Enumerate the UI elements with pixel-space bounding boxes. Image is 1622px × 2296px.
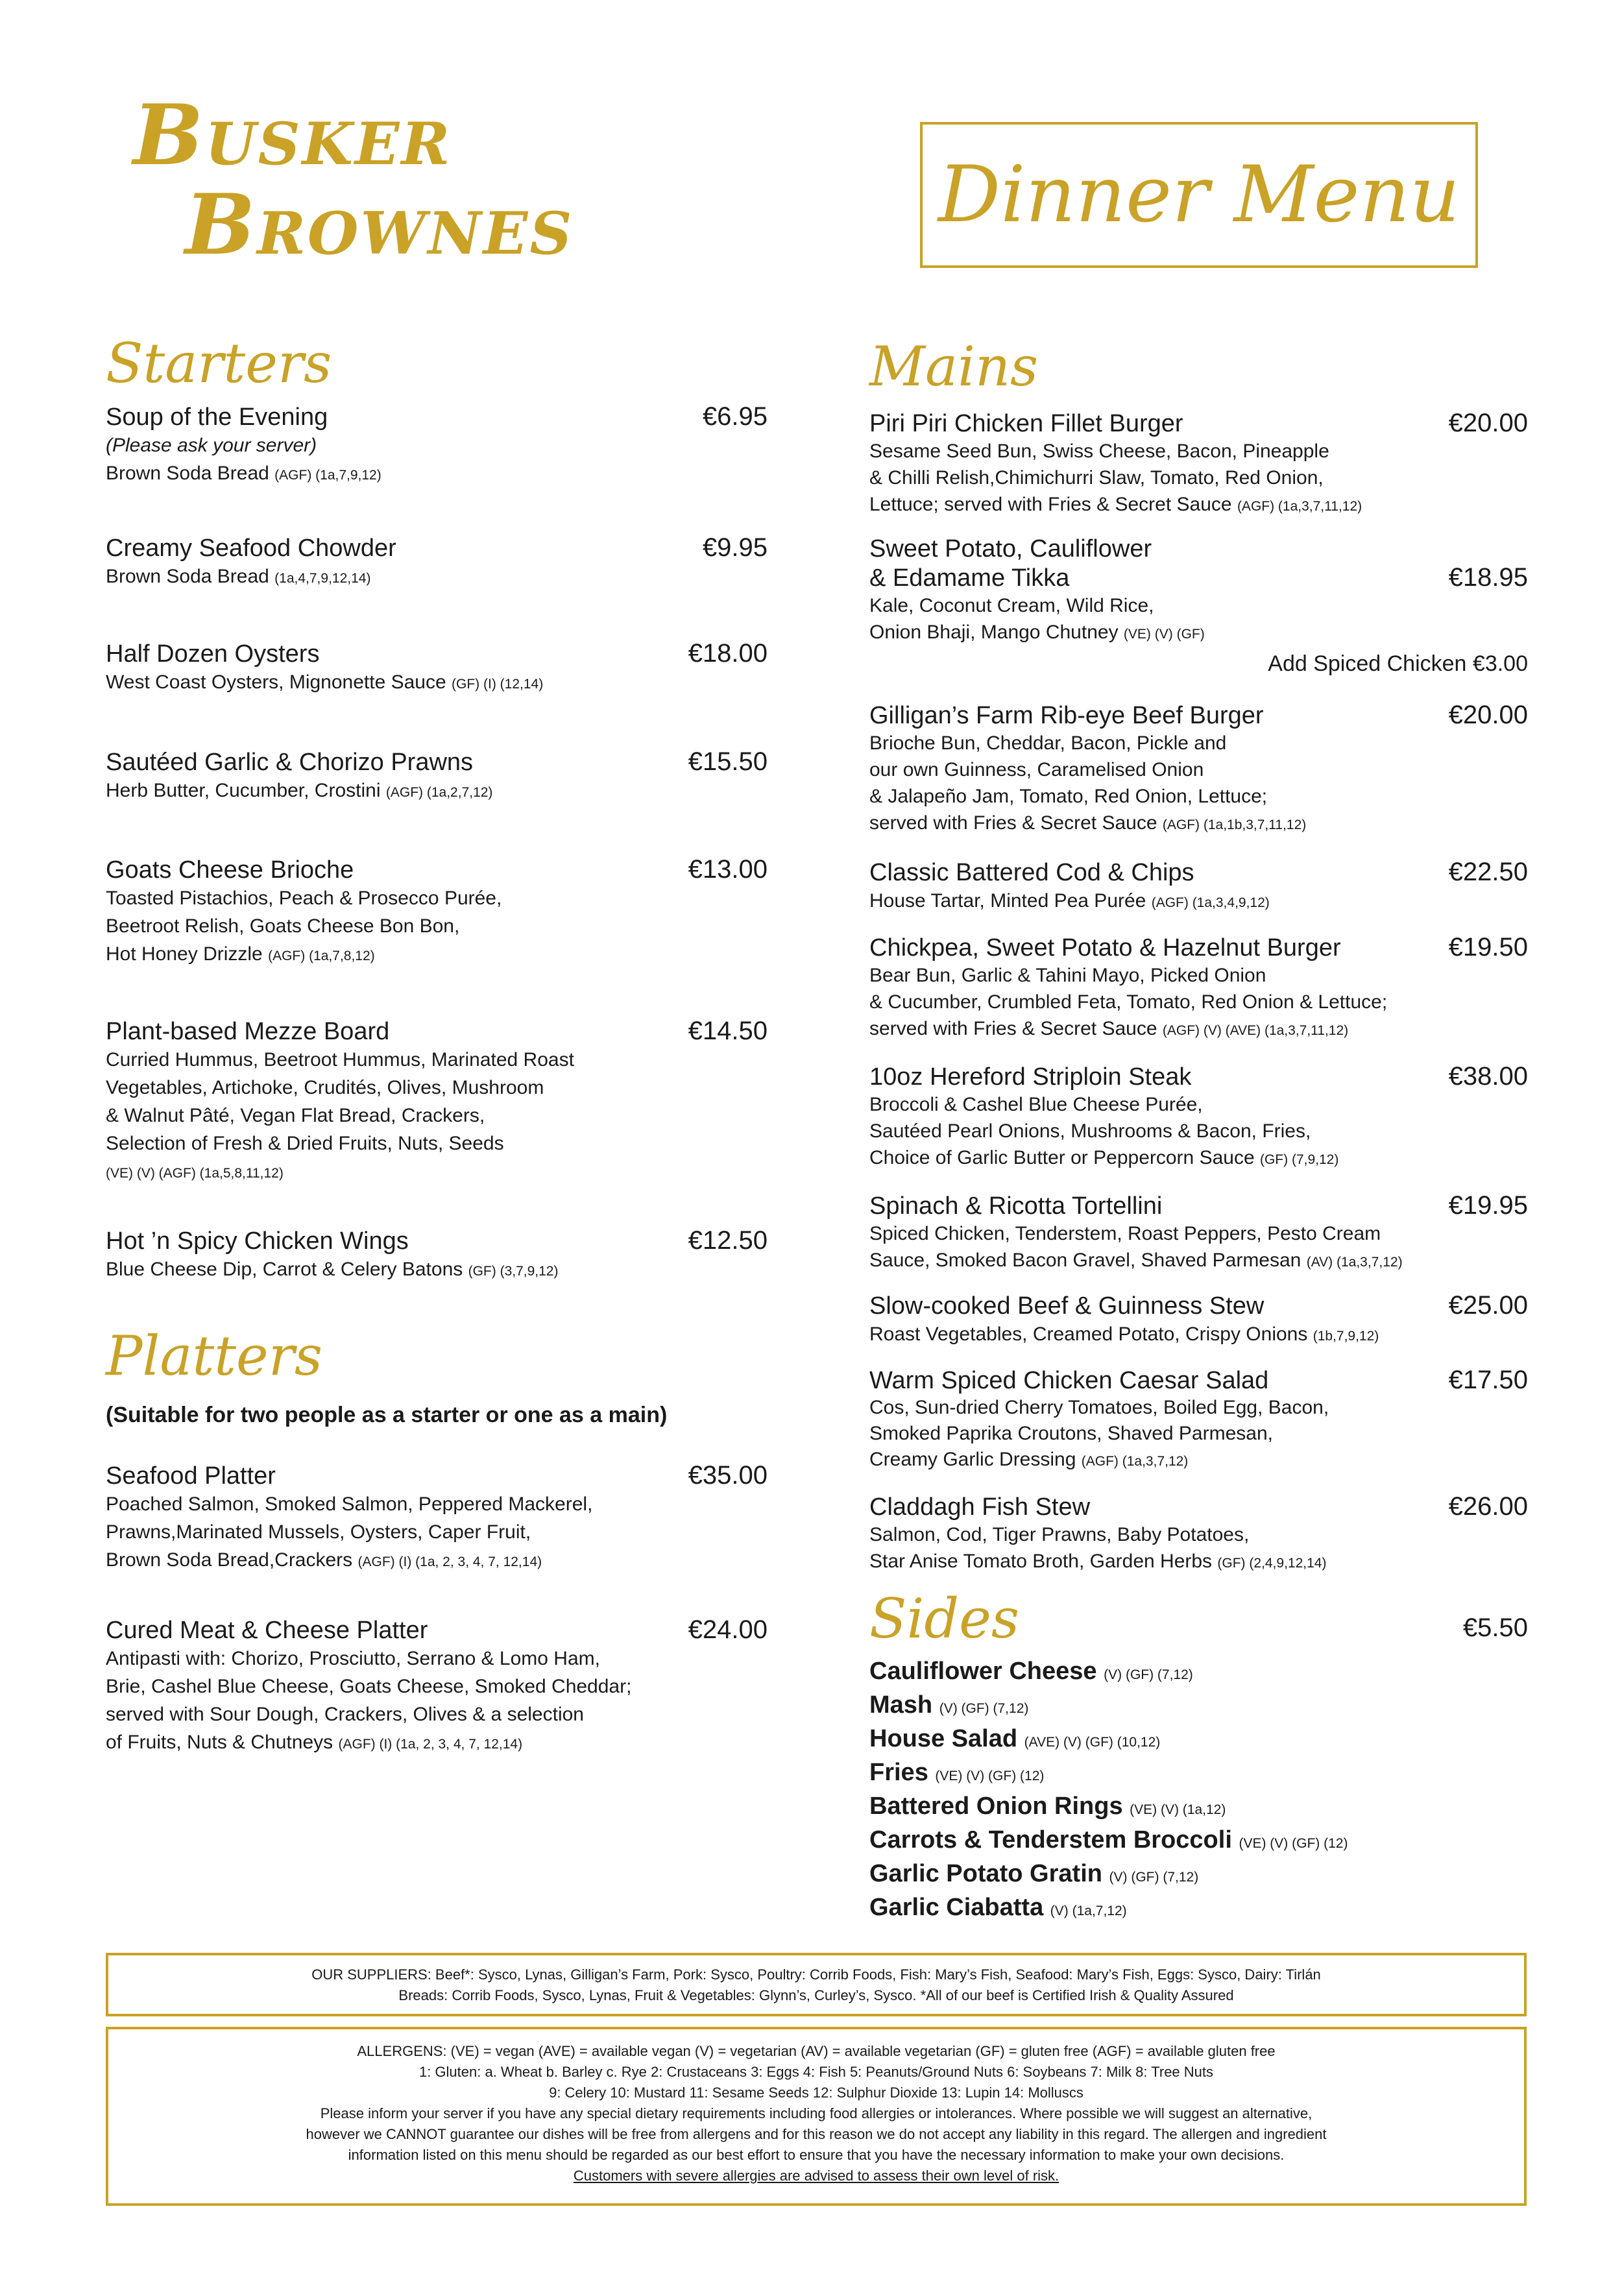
item-addon: Add Spiced Chicken €3.00 [1268, 651, 1528, 676]
item-desc: & Jalapeño Jam, Tomato, Red Onion, Lettuce; [869, 786, 1268, 807]
item-name: Piri Piri Chicken Fillet Burger [869, 410, 1183, 437]
item-tags: (GF) (2,4,9,12,14) [1217, 1556, 1327, 1571]
item-price: €9.95 [702, 533, 768, 562]
item-name: Chickpea, Sweet Potato & Hazelnut Burger [869, 934, 1341, 961]
item-desc: Selection of Fresh & Dried Fruits, Nuts, Seeds [106, 1133, 504, 1154]
allergens-line: Please inform your server if you have any special dietary requirements including food allergies or intolerances. Where possible we will suggest an alternative, [320, 2105, 1313, 2121]
menu-item [106, 1461, 768, 1576]
item-tags: (AGF) (V) (AVE) (1a,3,7,11,12) [1162, 1023, 1349, 1038]
allergens-line: information listed on this menu should be regarded as our best effort to ensure that you have the necessary information to make your own decisions. [348, 2147, 1285, 2163]
item-tags: (VE) (V) (AGF) (1a,5,8,11,12) [106, 1166, 284, 1181]
item-name: Plant-based Mezze Board [106, 1018, 390, 1045]
item-desc: Star Anise Tomato Broth, Garden Herbs [869, 1551, 1213, 1572]
sides-price: €5.50 [1462, 1613, 1528, 1642]
side-name: Garlic Ciabatta [869, 1894, 1044, 1921]
item-desc: Brown Soda Bread [106, 463, 269, 484]
item-desc: Creamy Garlic Dressing [869, 1449, 1076, 1470]
menu-item [869, 1062, 1528, 1173]
item-tags: (GF) (3,7,9,12) [468, 1264, 559, 1279]
starters-heading: Starters [106, 332, 332, 395]
item-tags: (AGF) (1a,3,7,11,12) [1237, 499, 1362, 514]
item-price: €6.95 [702, 402, 768, 431]
sides-heading: Sides [869, 1587, 1019, 1650]
item-desc: Salmon, Cod, Tiger Prawns, Baby Potatoes, [869, 1524, 1250, 1545]
item-desc: Sauce, Smoked Bacon Gravel, Shaved Parmesan [869, 1250, 1301, 1271]
item-tags: (AGF) (1a,3,7,12) [1081, 1454, 1189, 1469]
side-tags: (V) (GF) (7,12) [1109, 1870, 1199, 1885]
item-desc: Smoked Paprika Croutons, Shaved Parmesan, [869, 1423, 1273, 1444]
item-desc: Choice of Garlic Butter or Peppercorn Sauce [869, 1147, 1255, 1168]
item-desc: served with Fries & Secret Sauce [869, 812, 1157, 834]
side-tags: (VE) (V) (1a,12) [1130, 1802, 1226, 1817]
menu-item [106, 402, 768, 489]
item-desc: Brown Soda Bread,Crackers [106, 1549, 353, 1571]
menu-item [869, 1191, 1528, 1275]
item-name: & Edamame Tikka [869, 564, 1070, 592]
menu-item [106, 639, 768, 698]
item-desc: & Cucumber, Crumbled Feta, Tomato, Red Onion & Lettuce; [869, 991, 1388, 1013]
allergens-line: ALLERGENS: (VE) = vegan (AVE) = available vegan (V) = vegetarian (AV) = available vegetarian (GF) = gluten free (AGF) = available gluten free [357, 2043, 1276, 2059]
menu-title: Dinner Menu [938, 150, 1460, 240]
item-desc: served with Fries & Secret Sauce [869, 1018, 1157, 1039]
item-tags: (AGF) (1a,7,9,12) [274, 468, 381, 483]
item-desc: & Walnut Pâté, Vegan Flat Bread, Crackers, [106, 1105, 485, 1126]
item-price: €20.00 [1448, 701, 1528, 729]
item-tags: (AGF) (I) (1a, 2, 3, 4, 7, 12,14) [338, 1737, 523, 1752]
side-name: Mash [869, 1691, 933, 1719]
item-desc: House Tartar, Minted Pea Purée [869, 890, 1146, 912]
item-desc: Curried Hummus, Beetroot Hummus, Marinated Roast [106, 1049, 574, 1070]
item-name: Claddagh Fish Stew [869, 1493, 1091, 1521]
item-desc: of Fruits, Nuts & Chutneys [106, 1732, 333, 1753]
item-name: Gilligan’s Farm Rib-eye Beef Burger [869, 702, 1264, 729]
item-price: €35.00 [688, 1461, 768, 1490]
item-name: Hot ’n Spicy Chicken Wings [106, 1227, 409, 1255]
menu-title-box [920, 122, 1478, 268]
side-name: Garlic Potato Gratin [869, 1860, 1102, 1887]
mains-heading: Mains [869, 335, 1039, 398]
item-tags: (AV) (1a,3,7,12) [1306, 1255, 1403, 1270]
item-name: Slow-cooked Beef & Guinness Stew [869, 1292, 1265, 1320]
item-desc: Antipasti with: Chorizo, Prosciutto, Serrano & Lomo Ham, [106, 1648, 600, 1669]
item-tags: (AGF) (1a,2,7,12) [385, 785, 493, 800]
item-price: €25.00 [1448, 1291, 1528, 1320]
item-desc: Prawns,Marinated Mussels, Oysters, Caper Fruit, [106, 1521, 531, 1543]
item-desc: & Chilli Relish,Chimichurri Slaw, Tomato, Red Onion, [869, 467, 1324, 489]
side-item [869, 1826, 1348, 1860]
item-name: Classic Battered Cod & Chips [869, 859, 1194, 886]
item-desc: Sautéed Pearl Onions, Mushrooms & Bacon, Fries, [869, 1120, 1311, 1142]
item-tags: (AGF) (I) (1a, 2, 3, 4, 7, 12,14) [357, 1554, 542, 1569]
menu-item [869, 701, 1528, 838]
item-name: Warm Spiced Chicken Caesar Salad [869, 1367, 1269, 1394]
item-desc: Brioche Bun, Cheddar, Bacon, Pickle and [869, 732, 1227, 754]
item-name: Sautéed Garlic & Chorizo Prawns [106, 749, 474, 776]
item-desc: Beetroot Relish, Goats Cheese Bon Bon, [106, 915, 460, 937]
side-name: House Salad [869, 1725, 1018, 1752]
side-item [869, 1894, 1127, 1927]
item-desc: Blue Cheese Dip, Carrot & Celery Batons [106, 1259, 463, 1280]
menu-item [106, 855, 768, 970]
platters-heading: Platters [106, 1324, 322, 1388]
side-tags: (VE) (V) (GF) (12) [935, 1769, 1045, 1783]
item-name: Sweet Potato, Cauliflower [869, 535, 1152, 562]
item-price: €22.50 [1448, 858, 1528, 886]
item-price: €24.00 [688, 1615, 768, 1644]
menu-item [869, 535, 1528, 680]
item-desc: Bear Bun, Garlic & Tahini Mayo, Picked Onion [869, 965, 1266, 986]
menu-item [869, 858, 1528, 917]
allergens-warning: Customers with severe allergies are advised to assess their own level of risk. [573, 2168, 1059, 2184]
item-price: €19.50 [1448, 933, 1528, 961]
item-desc: Poached Salmon, Smoked Salmon, Peppered Mackerel, [106, 1493, 593, 1515]
restaurant-logo [133, 87, 574, 274]
item-tags: (1a,4,7,9,12,14) [274, 571, 371, 586]
item-desc: Lettuce; served with Fries & Secret Sauce [869, 494, 1232, 515]
side-item [869, 1691, 1028, 1725]
item-desc: West Coast Oysters, Mignonette Sauce [106, 671, 446, 693]
item-price: €38.00 [1448, 1062, 1528, 1091]
side-name: Carrots & Tenderstem Broccoli [869, 1826, 1232, 1854]
item-price: €20.00 [1448, 409, 1528, 437]
item-price: €12.50 [688, 1226, 768, 1255]
side-tags: (V) (1a,7,12) [1050, 1903, 1127, 1918]
item-tags: (GF) (7,9,12) [1259, 1152, 1339, 1167]
allergens-line: 9: Celery 10: Mustard 11: Sesame Seeds 12: Sulphur Dioxide 13: Lupin 14: Molluscs [549, 2085, 1083, 2101]
platters-subtitle: (Suitable for two people as a starter or one as a main) [106, 1403, 668, 1427]
item-desc: Hot Honey Drizzle [106, 943, 263, 965]
item-desc: Vegetables, Artichoke, Crudités, Olives, Mushroom [106, 1077, 544, 1098]
item-name: Half Dozen Oysters [106, 640, 320, 668]
item-name: Seafood Platter [106, 1462, 276, 1490]
side-tags: (AVE) (V) (GF) (10,12) [1024, 1735, 1161, 1750]
item-desc: Roast Vegetables, Creamed Potato, Crispy Onions [869, 1323, 1308, 1345]
menu-item [106, 533, 768, 592]
item-desc: Sesame Seed Bun, Swiss Cheese, Bacon, Pineapple [869, 441, 1329, 462]
item-price: €18.95 [1448, 563, 1528, 592]
item-name: Spinach & Ricotta Tortellini [869, 1192, 1163, 1220]
menu-item [106, 1226, 768, 1285]
item-price: €26.00 [1448, 1492, 1528, 1521]
item-name: Cured Meat & Cheese Platter [106, 1617, 428, 1644]
item-desc: Broccoli & Cashel Blue Cheese Purée, [869, 1094, 1203, 1115]
item-price: €15.50 [688, 747, 768, 776]
item-price: €17.50 [1448, 1366, 1528, 1394]
side-item [869, 1793, 1226, 1826]
item-name: Creamy Seafood Chowder [106, 535, 396, 562]
item-desc: Brie, Cashel Blue Cheese, Goats Cheese, Smoked Cheddar; [106, 1676, 632, 1697]
item-desc: Cos, Sun-dried Cherry Tomatoes, Boiled Egg, Bacon, [869, 1397, 1329, 1418]
item-desc: served with Sour Dough, Crackers, Olives & a selection [106, 1704, 584, 1725]
item-desc: our own Guinness, Caramelised Onion [869, 759, 1204, 780]
menu-item [106, 747, 768, 806]
side-tags: (V) (GF) (7,12) [939, 1701, 1029, 1716]
menu-item [869, 1492, 1528, 1577]
item-desc: Toasted Pistachios, Peach & Prosecco Purée, [106, 888, 502, 909]
item-price: €19.95 [1448, 1191, 1528, 1220]
side-item [869, 1759, 1044, 1793]
item-desc: Onion Bhaji, Mango Chutney [869, 622, 1119, 643]
side-item [869, 1860, 1198, 1894]
menu-item [106, 1615, 768, 1758]
side-tags: (VE) (V) (GF) (12) [1239, 1836, 1348, 1851]
item-note: (Please ask your server) [106, 435, 317, 456]
item-desc: Herb Butter, Cucumber, Crostini [106, 780, 381, 801]
logo-line-1: Busker [133, 87, 452, 184]
logo-line-2: Brownes [185, 176, 574, 274]
item-tags: (AGF) (1a,1b,3,7,11,12) [1162, 817, 1307, 832]
menu-item [869, 1291, 1528, 1350]
allergens-line: however we CANNOT guarantee our dishes will be free from allergens and for this reason we do not accept any liability in this regard. The allergen and ingredient [306, 2126, 1327, 2142]
item-desc: Brown Soda Bread [106, 566, 269, 587]
side-tags: (V) (GF) (7,12) [1104, 1667, 1193, 1682]
side-name: Battered Onion Rings [869, 1793, 1123, 1820]
item-tags: (GF) (I) (12,14) [452, 677, 544, 692]
item-price: €18.00 [688, 639, 768, 668]
item-name: Goats Cheese Brioche [106, 856, 354, 884]
item-tags: (AGF) (1a,7,8,12) [268, 949, 375, 963]
allergens-box [106, 2027, 1527, 2206]
item-tags: (VE) (V) (GF) [1123, 627, 1205, 642]
side-item [869, 1658, 1193, 1691]
item-name: 10oz Hereford Striploin Steak [869, 1063, 1192, 1091]
menu-item [869, 409, 1528, 520]
suppliers-line: OUR SUPPLIERS: Beef*: Sysco, Lynas, Gilligan’s Farm, Pork: Sysco, Poultry: Corrib Foods, Fish: Mary’s Fish, Seafood: Mary’s Fish, Eggs: Sysco, Dairy: Tirlán [311, 1966, 1321, 1983]
item-price: €14.50 [688, 1017, 768, 1045]
suppliers-box [106, 1953, 1527, 2016]
menu-item [869, 1366, 1528, 1475]
side-item [869, 1725, 1160, 1759]
menu-item [106, 1017, 768, 1187]
suppliers-line: Breads: Corrib Foods, Sysco, Lynas, Fruit & Vegetables: Glynn’s, Curley’s, Sysco. *All of our beef is Certified Irish & Quality Assured [398, 1987, 1234, 2003]
item-tags: (AGF) (1a,3,4,9,12) [1151, 895, 1270, 910]
item-desc: Spiced Chicken, Tenderstem, Roast Peppers, Pesto Cream [869, 1223, 1381, 1244]
side-name: Cauliflower Cheese [869, 1658, 1097, 1685]
menu-item [869, 933, 1528, 1044]
allergens-line: 1: Gluten: a. Wheat b. Barley c. Rye 2: Crustaceans 3: Eggs 4: Fish 5: Peanuts/Ground Nuts 6: Soybeans 7: Milk 8: Tree Nuts [418, 2064, 1214, 2080]
side-name: Fries [869, 1759, 928, 1786]
item-tags: (1b,7,9,12) [1313, 1329, 1379, 1344]
item-name: Soup of the Evening [106, 404, 328, 431]
item-desc: Kale, Coconut Cream, Wild Rice, [869, 595, 1154, 616]
item-price: €13.00 [688, 855, 768, 884]
